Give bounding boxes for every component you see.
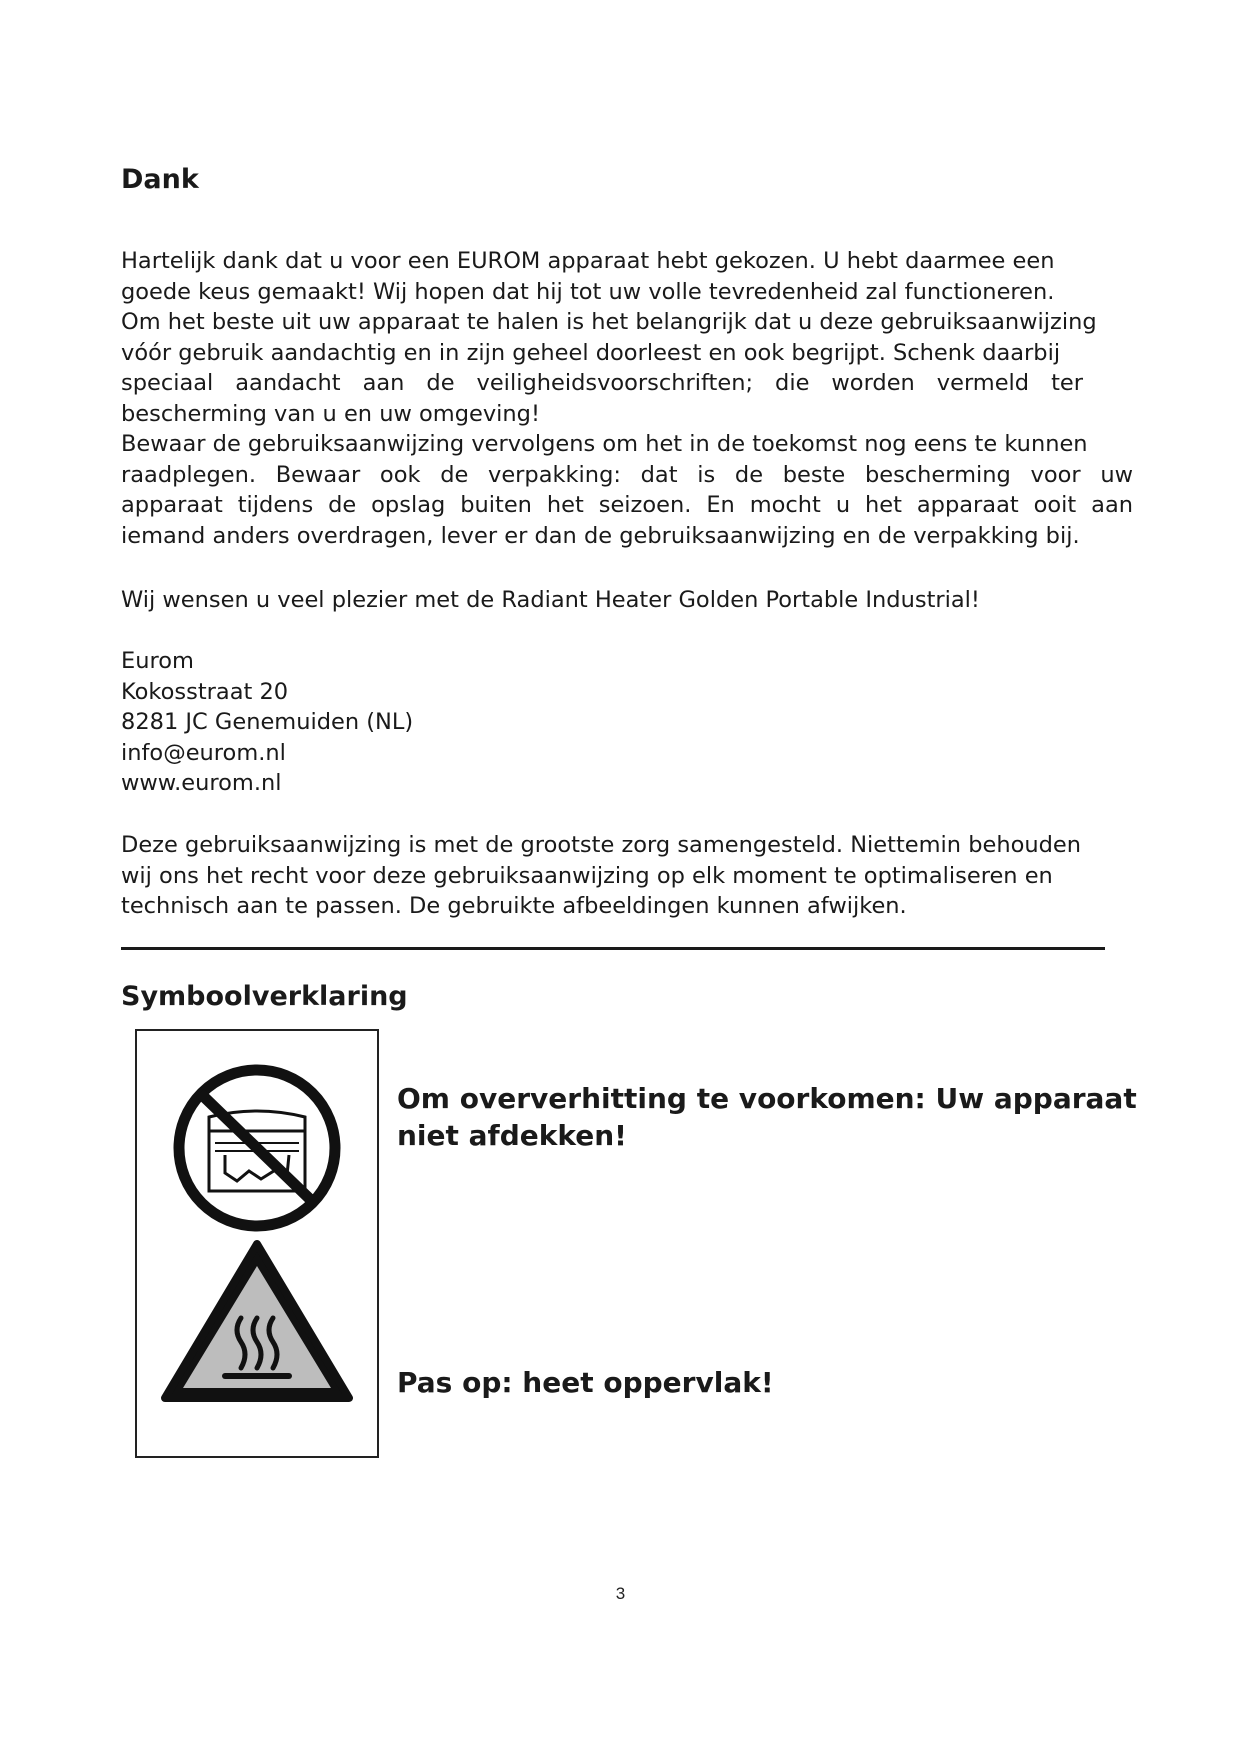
company-name: Eurom: [121, 648, 194, 674]
symbol-explanation-hot-surface: [397, 1364, 1157, 1401]
section-divider: [121, 947, 1105, 950]
paragraph-line: Hartelijk dank dat u voor een EUROM apparaat hebt gekozen. U hebt daarmee een: [121, 248, 1055, 274]
disclaimer-paragraph: [121, 830, 1146, 922]
paragraph-line: bescherming van u en uw omgeving!: [121, 400, 540, 427]
symbol-text-line: Om oververhitting te voorkomen: Uw apparaat: [397, 1082, 1137, 1115]
paragraph-line: goede keus gemaakt! Wij hopen dat hij tot uw volle tevredenheid zal functioneren.: [121, 278, 1055, 305]
website-address: www.eurom.nl: [121, 770, 282, 796]
paragraph-line: raadplegen. Bewaar ook de verpakking: dat is de beste bescherming voor uw: [121, 461, 1133, 488]
symbol-frame: [135, 1029, 379, 1458]
disclaimer-line: Deze gebruiksaanwijzing is met de grootste zorg samengesteld. Niettemin behouden: [121, 832, 1081, 858]
symbol-explanation-no-cover: [397, 1080, 1157, 1154]
disclaimer-line: wij ons het recht voor deze gebruiksaanwijzing op elk moment te optimaliseren en: [121, 862, 1053, 889]
symbol-text-line: niet afdekken!: [397, 1119, 627, 1152]
wish-text: Wij wensen u veel plezier met de Radiant Heater Golden Portable Industrial!: [121, 587, 980, 613]
paragraph-line: apparaat tijdens de opslag buiten het seizoen. En mocht u het apparaat ooit aan: [121, 492, 1133, 518]
paragraph-line: Om het beste uit uw apparaat te halen is het belangrijk dat u deze gebruiksaanwijzing: [121, 309, 1097, 335]
street-address: Kokosstraat 20: [121, 678, 289, 705]
paragraph-line: speciaal aandacht aan de veiligheidsvoorschriften; die worden vermeld ter: [121, 370, 1083, 396]
paragraph-line: iemand anders overdragen, lever er dan de gebruiksaanwijzing en de verpakking bij.: [121, 522, 1080, 549]
do-not-cover-icon: [137, 1051, 377, 1241]
page-number: 3: [615, 1584, 626, 1603]
address-block: [121, 646, 1146, 799]
hot-surface-warning-icon: [137, 1236, 377, 1421]
symbols-title: Symboolverklaring: [121, 981, 408, 1012]
paragraph-line: Bewaar de gebruiksaanwijzing vervolgens om het in de toekomst nog eens te kunnen: [121, 431, 1088, 457]
paragraph-line: vóór gebruik aandachtig en in zijn geheel doorleest en ook begrijpt. Schenk daarbij: [121, 339, 1061, 366]
email-address: info@eurom.nl: [121, 739, 286, 766]
symbol-text-line: Pas op: heet oppervlak!: [397, 1366, 774, 1399]
dank-title: Dank: [121, 164, 199, 195]
city-address: 8281 JC Genemuiden (NL): [121, 709, 414, 735]
dank-paragraph: [121, 246, 1146, 551]
disclaimer-line: technisch aan te passen. De gebruikte afbeeldingen kunnen afwijken.: [121, 893, 907, 919]
